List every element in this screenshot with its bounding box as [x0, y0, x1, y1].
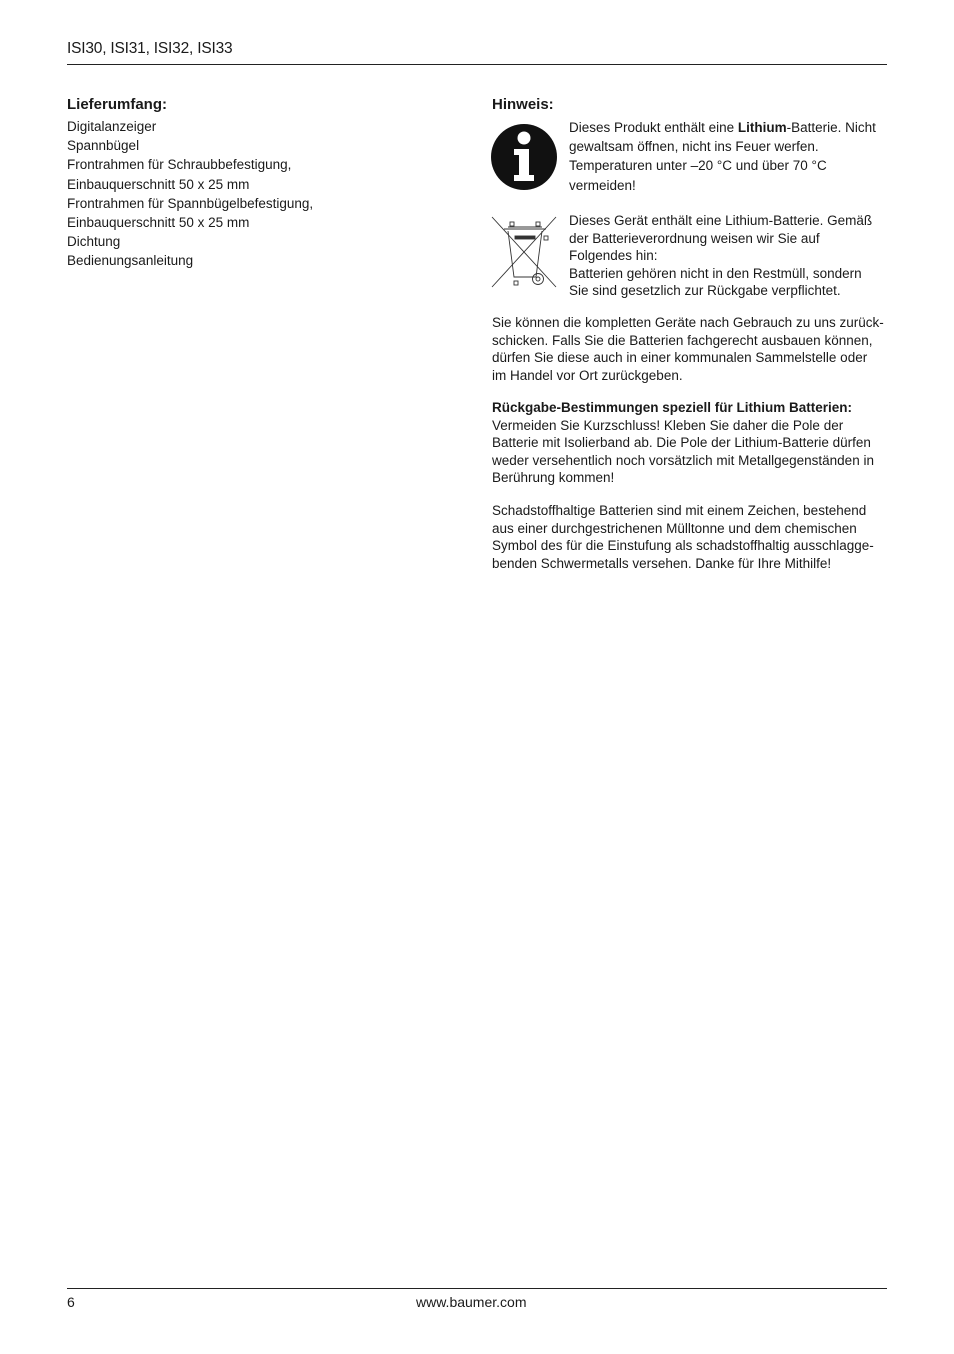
return-line: schicken. Falls Sie die Batterien fachgerecht ausbauen können,: [492, 332, 873, 348]
scope-item: Frontrahmen für Spannbügelbefestigung,: [67, 195, 314, 211]
rules-heading: Rückgabe-Bestimmungen speziell für Lithium Batterien:: [492, 400, 853, 415]
page-number: 6: [67, 1294, 75, 1310]
warning-text: Dieses Produkt enthält eine: [569, 120, 738, 135]
disposal-line: Batterien gehören nicht in den Restmüll, sondern: [569, 265, 862, 281]
return-line: Sie können die kompletten Geräte nach Gebrauch zu uns zurück-: [492, 315, 884, 330]
hazard-paragraph: [492, 502, 874, 572]
return-line: im Handel vor Ort zurückgeben.: [492, 367, 683, 383]
info-icon: [490, 123, 558, 191]
scope-list: [67, 117, 313, 271]
scope-item: Bedienungsanleitung: [67, 253, 194, 269]
disposal-line: Dieses Gerät enthält eine Lithium-Batterie. Gemäß: [569, 213, 873, 228]
scope-heading: Lieferumfang:: [67, 96, 168, 113]
warning-line: gewaltsam öffnen, nicht ins Feuer werfen.: [569, 139, 819, 155]
scope-item: Frontrahmen für Schraubbefestigung,: [67, 157, 292, 173]
note-heading: Hinweis:: [492, 96, 554, 113]
warning-bold: Lithium: [737, 120, 787, 135]
lithium-return-rules: [492, 399, 874, 487]
warning-line: vermeiden!: [569, 177, 636, 193]
footer-rule: [67, 1288, 887, 1289]
warning-line: Temperaturen unter –20 °C und über 70 °C: [569, 158, 827, 174]
hazard-line: Symbol des für die Einstufung als schadstoffhaltig ausschlagge-: [492, 538, 874, 553]
warning-text: -Batterie. Nicht: [786, 120, 876, 135]
hazard-line: benden Schwermetalls versehen. Danke für Ihre Mithilfe!: [492, 555, 832, 571]
scope-item: Einbauquerschnitt 50 x 25 mm: [67, 215, 250, 231]
scope-item: Spannbügel: [67, 138, 140, 154]
rules-line: weder versehentlich noch vorsätzlich mit Metallgegenständen in: [492, 452, 874, 468]
rules-line: Berührung kommen!: [492, 470, 615, 485]
scope-item: Einbauquerschnitt 50 x 25 mm: [67, 176, 250, 192]
disposal-line: Sie sind gesetzlich zur Rückgabe verpflichtet.: [569, 283, 841, 298]
crossed-bin-icon: [490, 215, 560, 289]
rules-line: Vermeiden Sie Kurzschluss! Kleben Sie daher die Pole der: [492, 417, 844, 433]
lithium-warning: [569, 118, 876, 195]
scope-item: Digitalanzeiger: [67, 119, 157, 134]
disposal-line: der Batterieverordnung weisen wir Sie auf: [569, 230, 820, 246]
return-paragraph: [492, 314, 884, 384]
scope-item: Dichtung: [67, 234, 121, 250]
website-url[interactable]: www.baumer.com: [416, 1294, 527, 1310]
rules-line: Batterie mit Isolierband ab. Die Pole der Lithium-Batterie dürfen: [492, 435, 871, 450]
disposal-line: Folgendes hin:: [569, 248, 658, 263]
page-header-title: ISI30, ISI31, ISI32, ISI33: [67, 40, 233, 57]
hazard-line: aus einer durchgestrichenen Mülltonne und dem chemischen: [492, 520, 857, 536]
disposal-note: [569, 212, 872, 300]
return-line: dürfen Sie diese auch in einer kommunalen Sammelstelle oder: [492, 350, 868, 365]
hazard-line: Schadstoffhaltige Batterien sind mit einem Zeichen, bestehend: [492, 503, 867, 518]
header-rule: [67, 64, 887, 65]
